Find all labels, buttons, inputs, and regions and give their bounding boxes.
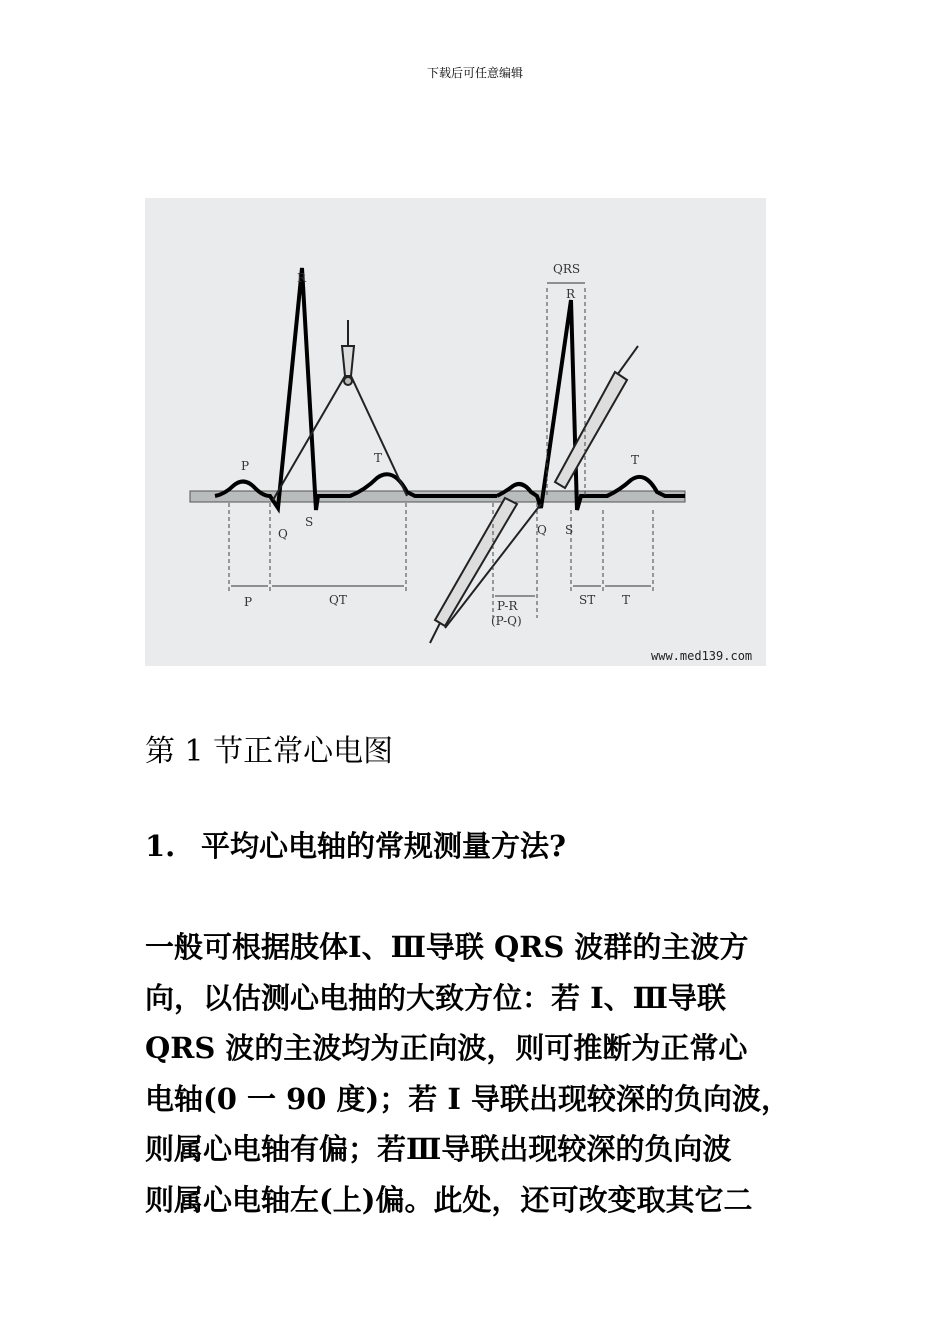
label-interval-qt: QT [329,593,347,607]
label-qrs: QRS [553,262,581,276]
label-s-wave-1: S [305,515,314,529]
paragraph-line: 一般可根据肢体Ⅰ、Ⅲ导联 QRS 波群的主波方 [145,930,749,964]
page-header: 下载后可任意编辑 [426,66,523,80]
paragraph-line: QRS 波的主波均为正向波，则可推断为正常心 [145,1031,748,1065]
label-r-wave-2: R [566,287,576,301]
label-q-wave-2: Q [537,523,547,537]
answer-paragraph [145,922,807,1225]
label-interval-st: ST [579,593,596,607]
label-t-wave-1: T [374,451,383,465]
paragraph-line: 向，以估测心电抽的大致方位：若 I、Ⅲ导联 [145,980,726,1015]
label-q-wave-1: Q [278,527,288,541]
label-interval-t: T [622,593,631,607]
section-title: 第 1 节正常心电图 [145,734,394,769]
question-heading [145,824,566,865]
ecg-figure [145,198,766,666]
label-t-wave-2: T [631,453,640,467]
paragraph-line: 电轴(0 一 90 度)；若 I 导联出现较深的负向波， [145,1081,791,1116]
paragraph-line: 则属心电轴左(上)偏。此处，还可改变取其它二 [145,1182,753,1217]
label-s-wave-2: S [565,523,574,537]
question-number: 1. [145,829,176,863]
label-interval-pq: (P-Q) [491,614,522,628]
waveform-2 [497,300,685,510]
label-r-wave-1: R [297,271,307,285]
question-text: 平均心电轴的常规测量方法? [201,829,566,863]
label-interval-pr: P-R [497,599,518,613]
label-p-wave-1: P [241,459,250,473]
interval-guides [229,288,653,618]
figure-watermark: www.med139.com [651,649,753,663]
ecg-diagram [145,198,766,666]
paragraph-line: 则属心电轴有偏；若Ⅲ导联出现较深的负向波 [145,1132,732,1166]
label-interval-p: P [244,595,253,609]
